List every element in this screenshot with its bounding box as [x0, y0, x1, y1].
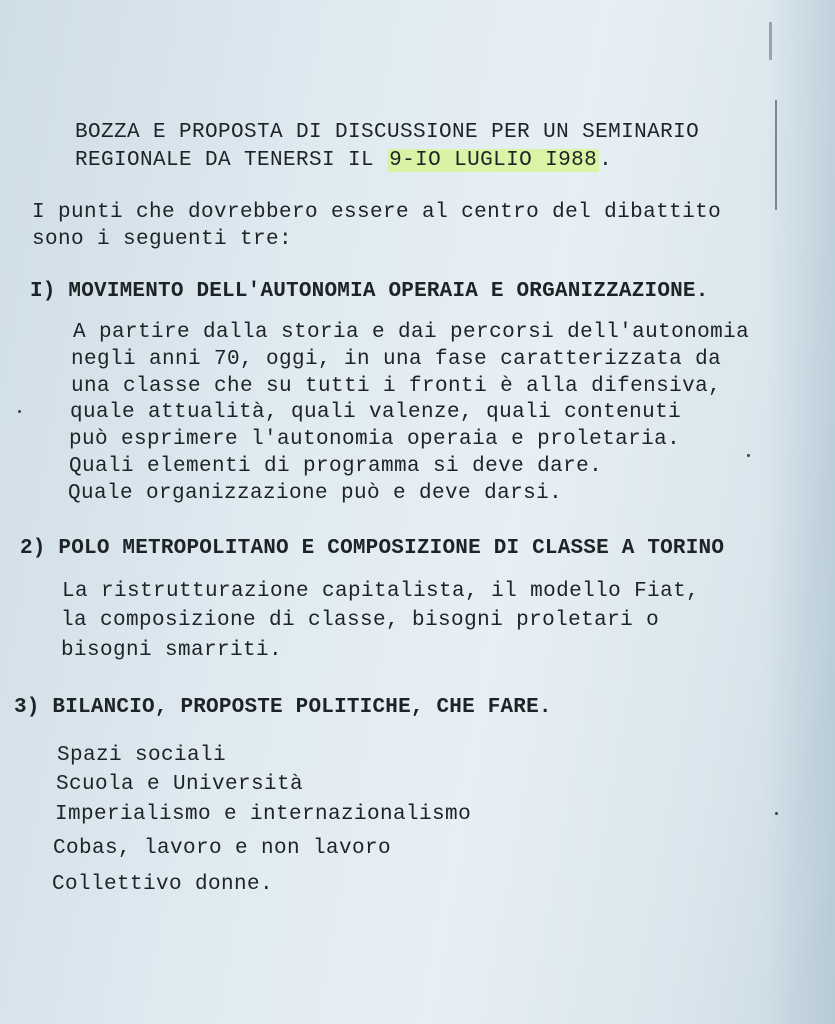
section-number: I)	[30, 280, 56, 303]
section-1-body-line: negli anni 70, oggi, in una fase caratterizzata da	[71, 348, 722, 371]
section-1-body-line: Quale organizzazione può e deve darsi.	[68, 482, 563, 505]
section-1-body-line: una classe che su tutti i fronti è alla difensiva,	[71, 375, 722, 398]
section-title: POLO METROPOLITANO E COMPOSIZIONE DI CLASSE A TORINO	[58, 537, 725, 560]
intro-line: sono i seguenti tre:	[32, 228, 293, 251]
section-3-list-item: Scuola e Università	[56, 773, 304, 796]
section-3-heading	[14, 694, 552, 721]
document-title-line-2	[75, 147, 612, 174]
intro-line: I punti che dovrebbero essere al centro del dibattito	[32, 201, 722, 224]
section-1-heading	[30, 278, 709, 305]
section-3-list-item: Imperialismo e internazionalismo	[55, 803, 472, 826]
ink-speck	[18, 410, 21, 413]
section-2-heading	[20, 535, 724, 562]
highlighted-date: 9-IO LUGLIO I988	[389, 149, 598, 172]
section-1-body-line: A partire dalla storia e dai percorsi dell'autonomia	[73, 321, 750, 344]
section-1-body-line: può esprimere l'autonomia operaia e proletaria.	[69, 428, 681, 451]
title-date-suffix: .	[599, 149, 613, 172]
margin-mark	[769, 22, 772, 60]
title-date-prefix: REGIONALE DA TENERSI IL	[75, 149, 388, 172]
section-3-list-item: Spazi sociali	[57, 744, 227, 767]
section-3-list-item: Cobas, lavoro e non lavoro	[53, 837, 392, 860]
section-number: 2)	[20, 537, 46, 560]
margin-line	[775, 100, 777, 210]
section-2-body-line: bisogni smarriti.	[61, 639, 283, 662]
ink-speck	[747, 454, 750, 457]
document-title-line-1: BOZZA E PROPOSTA DI DISCUSSIONE PER UN SEMINARIO	[75, 121, 700, 144]
section-title: BILANCIO, PROPOSTE POLITICHE, CHE FARE.	[52, 696, 552, 719]
section-2-body-line: la composizione di classe, bisogni proletari o	[61, 609, 660, 632]
section-title: MOVIMENTO DELL'AUTONOMIA OPERAIA E ORGANIZZAZIONE.	[68, 280, 709, 303]
section-2-body-line: La ristrutturazione capitalista, il modello Fiat,	[62, 580, 700, 603]
ink-speck	[775, 812, 778, 815]
section-3-list-item: Collettivo donne.	[52, 873, 274, 896]
section-1-body-line: quale attualità, quali valenze, quali contenuti	[70, 401, 682, 424]
section-number: 3)	[14, 696, 40, 719]
section-1-body-line: Quali elementi di programma si deve dare.	[69, 455, 603, 478]
